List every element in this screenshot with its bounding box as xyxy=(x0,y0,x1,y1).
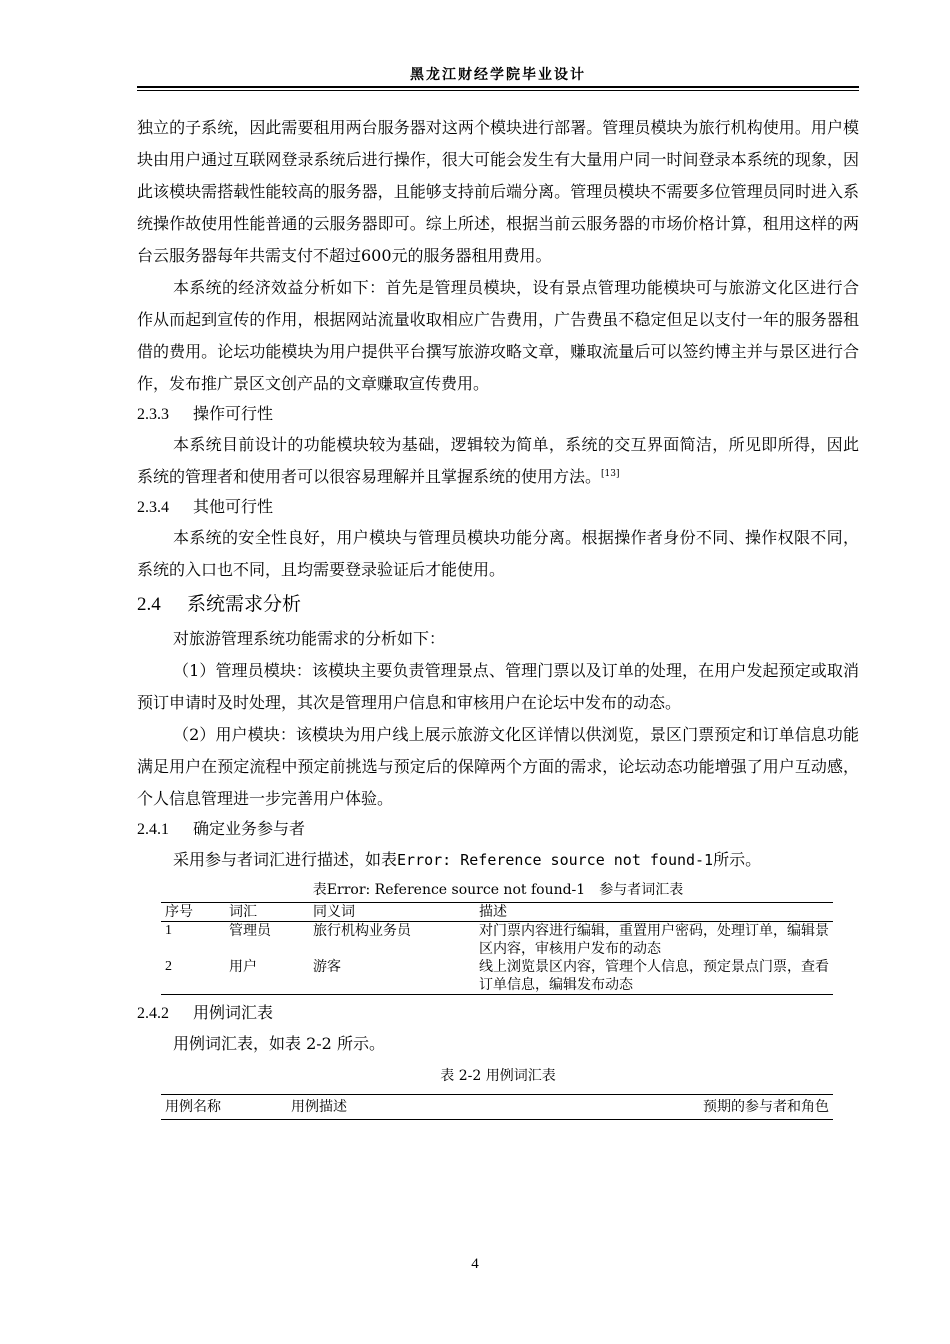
section-heading-2-3-4: 2.3.4 其他可行性 xyxy=(137,497,274,516)
section-heading-2-4-1: 2.4.1 确定业务参与者 xyxy=(137,819,306,838)
participant-vocabulary-table xyxy=(161,902,833,995)
paragraph: 独立的子系统，因此需要租用两台服务器对这两个模块进行部署。管理员模块为旅行机构使用。用户模块由用户通过互联网登录系统后进行操作，很大可能会发生有大量用户同一时间登录本系统的现象，因此该模块需搭载性能较高的服务器，且能够支持前后端分离。管理员模块不需要多位管理员同时进入系统操作故使用性能普通的云服务器即可。综上所述，根据当前云服务器的市场价格计算，租用这样的两台云服务器每年共需支付不超过600元的服务器租用费用。 xyxy=(137,118,859,265)
table-caption: 表 2-2 用例词汇表 xyxy=(440,1068,556,1084)
column-header: 同义词 xyxy=(313,904,355,920)
page-header: 黑龙江财经学院毕业设计 xyxy=(410,67,586,83)
table-cell: 2 xyxy=(165,959,172,974)
table-caption: 表Error: Reference source not found-1 参与者词汇表 xyxy=(312,882,684,898)
table-cell: 管理员 xyxy=(229,923,271,939)
paragraph: 用例词汇表，如表 2-2 所示。 xyxy=(173,1034,385,1053)
paragraph: 采用参与者词汇进行描述，如表Error: Reference source not found-1所示。 xyxy=(173,850,762,869)
column-header: 序号 xyxy=(165,904,193,920)
table-cell: 游客 xyxy=(313,959,341,975)
paragraph: 本系统目前设计的功能模块较为基础，逻辑较为简单，系统的交互界面简洁，所见即所得，因此系统的管理者和使用者可以很容易理解并且掌握系统的使用方法。[13] xyxy=(137,435,859,486)
section-heading-2-4-2: 2.4.2 用例词汇表 xyxy=(137,1003,274,1022)
column-header: 预期的参与者和角色 xyxy=(703,1099,829,1115)
table-cell: 线上浏览景区内容，管理个人信息，预定景点门票，查看订单信息，编辑发布动态 xyxy=(479,959,829,993)
paragraph: 本系统的安全性良好，用户模块与管理员模块功能分离。根据操作者身份不同、操作权限不同，系统的入口也不同，且均需要登录验证后才能使用。 xyxy=(137,528,859,579)
paragraph: 本系统的经济效益分析如下：首先是管理员模块，设有景点管理功能模块可与旅游文化区进行合作从而起到宣传的作用，根据网站流量收取相应广告费用，广告费虽不稳定但足以支付一年的服务器租借的费用。论坛功能模块为用户提供平台撰写旅游攻略文章，赚取流量后可以签约博主并与景区进行合作，发布推广景区文创产品的文章赚取宣传费用。 xyxy=(137,278,859,393)
header-rule xyxy=(137,86,859,91)
paragraph: 对旅游管理系统功能需求的分析如下： xyxy=(173,629,446,648)
citation-ref: [13] xyxy=(601,469,620,479)
reference-error: Error: Reference source not found-1 xyxy=(397,851,714,869)
column-header: 词汇 xyxy=(229,904,257,920)
table-cell: 1 xyxy=(165,923,172,938)
table-header-row xyxy=(161,903,833,922)
page-number: 4 xyxy=(471,1256,479,1272)
section-heading-2-3-3: 2.3.3 操作可行性 xyxy=(137,404,274,423)
table-row xyxy=(161,958,833,995)
column-header: 用例名称 xyxy=(165,1099,221,1115)
table-cell: 旅行机构业务员 xyxy=(313,923,411,939)
table-cell: 用户 xyxy=(229,959,257,975)
table-header-row xyxy=(161,1095,833,1120)
section-heading-2-4: 2.4 系统需求分析 xyxy=(137,593,302,615)
column-header: 用例描述 xyxy=(291,1099,347,1115)
table-row xyxy=(161,922,833,959)
paragraph: （2）用户模块：该模块为用户线上展示旅游文化区详情以供浏览，景区门票预定和订单信息功能满足用户在预定流程中预定前挑选与预定后的保障两个方面的需求，论坛动态功能增强了用户互动感，个人信息管理进一步完善用户体验。 xyxy=(137,725,859,808)
document-body xyxy=(137,112,859,1120)
paragraph: （1）管理员模块：该模块主要负责管理景点、管理门票以及订单的处理，在用户发起预定或取消预订申请时及时处理，其次是管理用户信息和审核用户在论坛中发布的动态。 xyxy=(137,661,859,712)
column-header: 描述 xyxy=(479,904,507,920)
table-cell: 对门票内容进行编辑，重置用户密码，处理订单，编辑景区内容，审核用户发布的动态 xyxy=(479,923,829,957)
use-case-vocabulary-table xyxy=(161,1094,833,1120)
